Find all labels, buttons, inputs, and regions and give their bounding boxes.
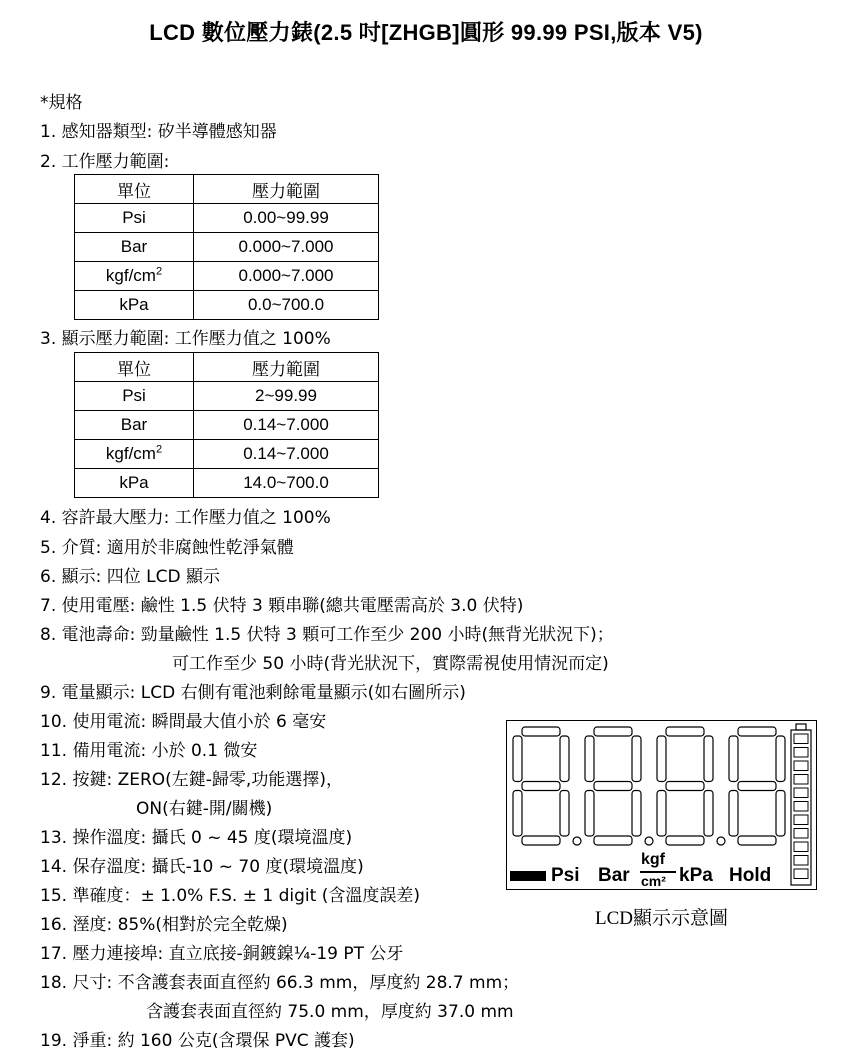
unit-cell: kPa xyxy=(75,291,194,320)
lcd-caption: LCD顯示示意圖 xyxy=(594,908,728,929)
spec-item-3: 3. 顯示壓力範圍: 工作壓力值之 100% xyxy=(40,329,331,349)
header-unit: 單位 xyxy=(75,175,194,204)
unit-cell: Psi xyxy=(75,382,194,411)
range-cell: 0.0~700.0 xyxy=(194,291,379,320)
spec-item-9: 9. 電量顯示: LCD 右側有電池剩餘電量顯示(如右圖所示) xyxy=(40,683,466,703)
lcd-digit-4-segment xyxy=(738,727,776,736)
lcd-digit-1-segment xyxy=(560,791,569,837)
lcd-battery-level-segment xyxy=(794,748,808,758)
document-title: LCD 數位壓力錶(2.5 吋[ZHGB]圓形 99.99 PSI,版本 V5) xyxy=(149,20,703,45)
spec-item-7: 7. 使用電壓: 鹼性 1.5 伏特 3 顆串聯(總共電壓需高於 3.0 伏特) xyxy=(40,596,524,616)
lcd-unit-psi: Psi xyxy=(551,865,580,886)
lcd-battery-level-segment xyxy=(794,788,808,798)
lcd-digit-1-segment xyxy=(513,736,522,782)
range-cell: 2~99.99 xyxy=(194,382,379,411)
lcd-digit-4-segment xyxy=(776,791,785,837)
lcd-digit-3-segment xyxy=(666,836,704,845)
lcd-digit-1-segment xyxy=(522,836,560,845)
lcd-unit-kpa: kPa xyxy=(679,865,713,886)
lcd-battery-cap xyxy=(796,724,806,730)
table-header-row xyxy=(75,353,379,382)
lcd-digit-4-segment xyxy=(729,791,738,837)
lcd-unit-kgf-denominator: cm² xyxy=(641,873,666,889)
table-header-row xyxy=(75,175,379,204)
range-cell: 0.14~7.000 xyxy=(194,440,379,469)
lcd-digit-3-segment xyxy=(666,727,704,736)
lcd-battery-level-segment xyxy=(794,829,808,839)
spec-item-1: 1. 感知器類型: 矽半導體感知器 xyxy=(40,122,277,142)
unit-cell: Bar xyxy=(75,411,194,440)
lcd-digit-2-segment xyxy=(632,736,641,782)
spec-item-8: 8. 電池壽命: 勁量鹼性 1.5 伏特 3 顆可工作至少 200 小時(無背光狀況下)； xyxy=(40,625,614,645)
table-row xyxy=(75,262,379,291)
lcd-digit-3-segment xyxy=(704,791,713,837)
unit-cell: kPa xyxy=(75,469,194,498)
table-row xyxy=(75,411,379,440)
header-range: 壓力範圍 xyxy=(194,175,379,204)
spec-item-6: 6. 顯示: 四位 LCD 顯示 xyxy=(40,567,221,587)
lcd-battery-level-segment xyxy=(794,734,808,744)
lcd-battery-level-segment xyxy=(794,775,808,785)
spec-item-16: 16. 溼度: 85%(相對於完全乾燥) xyxy=(40,915,288,935)
spec-item-17: 17. 壓力連接埠: 直立底接-銅鍍鎳¼-19 PT 公牙 xyxy=(40,944,404,964)
unit-cell: Bar xyxy=(75,233,194,262)
spec-item-10: 10. 使用電流: 瞬間最大值小於 6 毫安 xyxy=(40,712,327,732)
lcd-display-diagram xyxy=(506,720,817,890)
lcd-unit-bar: Bar xyxy=(598,865,630,886)
lcd-digit-2-segment xyxy=(632,791,641,837)
lcd-digit-1-segment xyxy=(522,727,560,736)
lcd-decimal-point xyxy=(717,837,725,845)
lcd-decimal-point xyxy=(645,837,653,845)
spec-item-13: 13. 操作溫度: 攝氏 0 ~ 45 度(環境溫度) xyxy=(40,828,353,848)
lcd-battery-level-segment xyxy=(794,856,808,866)
table-row xyxy=(75,469,379,498)
table-row xyxy=(75,291,379,320)
working-pressure-table xyxy=(74,174,379,320)
lcd-digit-4-segment xyxy=(776,736,785,782)
unit-cell: kgf/$cm^2$ xyxy=(75,262,194,291)
spec-item-8-continuation: 可工作至少 50 小時(背光狀況下，實際需視使用情況而定) xyxy=(172,654,609,674)
display-pressure-table xyxy=(74,352,379,498)
lcd-digit-2-segment xyxy=(594,836,632,845)
lcd-digit-2-segment xyxy=(594,782,632,791)
lcd-digit-1-segment xyxy=(513,791,522,837)
lcd-battery-level-segment xyxy=(794,869,808,879)
spec-item-12-continuation: ON(右鍵-開/關機) xyxy=(136,799,273,819)
lcd-digit-4-segment xyxy=(729,736,738,782)
range-cell: 14.0~700.0 xyxy=(194,469,379,498)
range-cell: 0.000~7.000 xyxy=(194,233,379,262)
range-cell: 0.000~7.000 xyxy=(194,262,379,291)
header-unit: 單位 xyxy=(75,353,194,382)
spec-item-11: 11. 備用電流: 小於 0.1 微安 xyxy=(40,741,258,761)
spec-item-15: 15. 準確度：± 1.0% F.S. ± 1 digit (含溫度誤差) xyxy=(40,886,420,906)
table-row xyxy=(75,204,379,233)
spec-item-5: 5. 介質: 適用於非腐蝕性乾淨氣體 xyxy=(40,538,294,558)
lcd-digit-3-segment xyxy=(704,736,713,782)
range-cell: 0.00~99.99 xyxy=(194,204,379,233)
unit-cell: Psi xyxy=(75,204,194,233)
unit-cell: kgf/$cm^2$ xyxy=(75,440,194,469)
lcd-digit-1-segment xyxy=(560,736,569,782)
lcd-digit-3-segment xyxy=(657,736,666,782)
spec-item-2: 2. 工作壓力範圍: xyxy=(40,152,170,172)
table-row xyxy=(75,440,379,469)
spec-item-12: 12. 按鍵: ZERO(左鍵-歸零,功能選擇)， xyxy=(40,770,343,790)
lcd-digit-1-segment xyxy=(522,782,560,791)
lcd-digit-4-segment xyxy=(738,782,776,791)
spec-item-14: 14. 保存溫度: 攝氏-10 ~ 70 度(環境溫度) xyxy=(40,857,364,877)
table-row xyxy=(75,233,379,262)
lcd-battery-level-segment xyxy=(794,842,808,852)
lcd-unit-kgf-numerator: kgf xyxy=(641,851,665,868)
lcd-digit-2-segment xyxy=(585,736,594,782)
lcd-digit-3-segment xyxy=(666,782,704,791)
lcd-decimal-point xyxy=(573,837,581,845)
lcd-digit-4-segment xyxy=(738,836,776,845)
spec-heading: *規格 xyxy=(40,93,83,113)
spec-item-18-continuation: 含護套表面直徑約 75.0 mm，厚度約 37.0 mm xyxy=(146,1002,514,1022)
lcd-digit-2-segment xyxy=(594,727,632,736)
spec-item-4: 4. 容許最大壓力: 工作壓力值之 100% xyxy=(40,508,331,528)
range-cell: 0.14~7.000 xyxy=(194,411,379,440)
lcd-digit-3-segment xyxy=(657,791,666,837)
lcd-digit-2-segment xyxy=(585,791,594,837)
spec-item-19: 19. 淨重: 約 160 公克(含環保 PVC 護套) xyxy=(40,1031,355,1051)
header-range: 壓力範圍 xyxy=(194,353,379,382)
lcd-battery-level-segment xyxy=(794,815,808,825)
lcd-battery-level-segment xyxy=(794,761,808,771)
lcd-battery-level-segment xyxy=(794,802,808,812)
table-row xyxy=(75,382,379,411)
lcd-hold-label: Hold xyxy=(729,865,772,886)
spec-item-18: 18. 尺寸: 不含護套表面直徑約 66.3 mm，厚度約 28.7 mm； xyxy=(40,973,520,993)
lcd-minus-bar xyxy=(510,871,546,881)
